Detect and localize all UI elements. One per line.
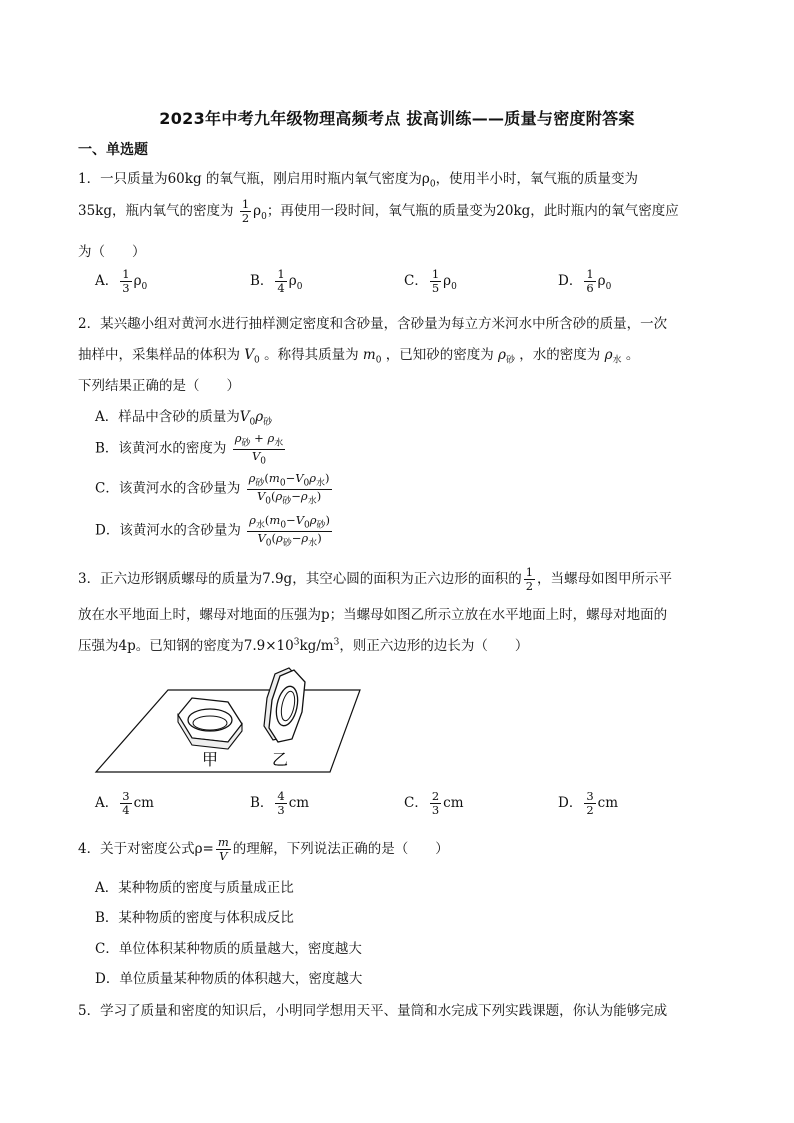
- q2-option-c[interactable]: [95, 472, 334, 506]
- option-text: A．样品中含砂的质量为: [95, 409, 240, 425]
- subscript-water: 水: [274, 438, 284, 449]
- fraction-numerator: 1: [241, 197, 250, 211]
- label-yi: 乙: [271, 750, 289, 769]
- rho-symbol: ρ: [133, 273, 142, 290]
- rho-symbol: ρ: [255, 409, 264, 425]
- option-label: D．: [558, 795, 583, 812]
- q3-line-3: [78, 634, 528, 654]
- option-fraction: [584, 268, 595, 295]
- q4-option-c[interactable]: C．单位体积某种物质的质量越大，密度越大: [95, 941, 362, 957]
- rho-subscript: 0: [261, 211, 267, 222]
- q1-text: ；再使用一段时间，氧气瓶的质量变为20kg，此时瓶内的氧气密度应: [266, 203, 679, 220]
- rho-symbol: ρ: [301, 530, 309, 545]
- rho-symbol: ρ: [248, 471, 256, 485]
- q2-line-1: 2．某兴趣小组对黄河水进行抽样测定密度和含砂量，含砂量为每立方米河水中所含砂的质量，一次: [78, 316, 668, 332]
- fraction-denominator: 3: [277, 803, 285, 818]
- unit: cm: [443, 795, 464, 812]
- section-heading: 一、单选题: [78, 142, 148, 158]
- fraction-denominator: $V_0(\rho_砂-\rho_水)$: [256, 488, 322, 506]
- fraction-numerator: 1: [586, 267, 594, 281]
- rho-subscript: 0: [429, 179, 436, 190]
- subscript-water: 水: [612, 355, 622, 366]
- minus-sign: −: [285, 471, 296, 485]
- subscript-sand: 砂: [241, 438, 251, 449]
- option-label: A．: [95, 795, 119, 812]
- option-label: B．: [250, 273, 274, 290]
- option-fraction: [120, 790, 131, 817]
- q3-option-b[interactable]: [250, 790, 309, 817]
- rho-symbol: ρ: [597, 273, 606, 290]
- option-label: D．: [558, 273, 583, 290]
- q2-text: 。称得其质量为: [264, 347, 359, 363]
- fraction-half: [240, 198, 251, 225]
- fraction-numerator: 3: [122, 789, 130, 803]
- q2-text: ，已知砂的密度为: [385, 347, 494, 363]
- fraction-numerator: 2: [431, 789, 440, 803]
- option-fraction: [430, 268, 441, 295]
- q4-option-d[interactable]: D．单位质量某种物质的体积越大，密度越大: [95, 971, 363, 987]
- subscript-water: 水: [307, 495, 317, 506]
- option-fraction: [120, 268, 131, 295]
- rho-symbol: ρ: [267, 431, 275, 445]
- fraction-numerator: $\rho_砂(m_0-V_0\rho_水)$: [248, 471, 330, 489]
- option-label: A．: [95, 273, 119, 290]
- option-label: B．: [250, 795, 274, 812]
- volume-symbol: V: [256, 488, 266, 503]
- fraction-denominator: $V_0(\rho_砂-\rho_水)$: [257, 530, 322, 548]
- q1-line-3: 为（ ）: [78, 244, 146, 260]
- q3-option-a[interactable]: [95, 790, 154, 817]
- density-formula-fraction: [216, 836, 231, 863]
- q4-option-b[interactable]: B．某种物质的密度与体积成反比: [95, 910, 294, 926]
- q4-text: 的理解，下列说法正确的是（ ）: [232, 841, 449, 858]
- q2-option-d[interactable]: [95, 514, 334, 548]
- subscript: 0: [303, 478, 310, 489]
- q2-text: 抽样中，采集样品的体积为: [78, 347, 240, 363]
- rho-symbol: ρ: [309, 513, 317, 527]
- q2-text: 。: [625, 347, 640, 363]
- subscript-sand: 砂: [316, 520, 326, 531]
- subscript-sand: 砂: [505, 355, 515, 366]
- superscript: 3: [293, 637, 300, 648]
- option-fraction: [430, 790, 441, 817]
- fraction-denominator: [250, 450, 268, 467]
- subscript: 0: [280, 520, 287, 531]
- option-fraction: [247, 472, 332, 506]
- q2-line-2: [78, 343, 639, 366]
- fraction-denominator: 2: [525, 579, 534, 594]
- rho-subscript: 0: [605, 281, 612, 292]
- fraction-numerator: 4: [277, 789, 285, 803]
- fraction-denominator: 5: [431, 281, 440, 296]
- q1-text: 1．一只质量为60kg 的氧气瓶，刚启用时瓶内氧气密度为ρ: [78, 171, 430, 187]
- rho-subscript: 0: [451, 281, 457, 292]
- subscript-sand: 砂: [282, 537, 292, 548]
- superscript: 3: [333, 637, 340, 648]
- minus-sign: −: [291, 530, 302, 545]
- rho-symbol: ρ: [275, 530, 283, 545]
- rho-symbol: ρ: [288, 273, 297, 290]
- option-fraction: [233, 432, 286, 466]
- subscript-sand: 砂: [263, 417, 273, 428]
- rho-symbol: ρ: [309, 471, 317, 485]
- subscript: 0: [254, 355, 260, 366]
- subscript: 0: [304, 520, 310, 531]
- q3-line-1: [78, 566, 672, 593]
- q3-text: ，当螺母如图甲所示平: [537, 571, 673, 588]
- fraction-numerator: 1: [277, 267, 285, 281]
- q3-text: 压强为4p。已知钢的密度为7.9×10: [78, 638, 294, 654]
- q1-option-b[interactable]: [250, 268, 302, 295]
- q1-text: ，使用半小时，氧气瓶的质量变为: [435, 171, 639, 187]
- q4-line-1: [78, 836, 449, 863]
- q4-text: 4．关于对密度公式ρ=: [78, 841, 214, 858]
- fraction-denominator: 2: [241, 211, 250, 226]
- fraction-denominator: 3: [431, 803, 440, 818]
- subscript: 0: [265, 495, 271, 506]
- subscript: 0: [249, 417, 256, 428]
- q1-option-c[interactable]: [404, 268, 457, 295]
- option-text: C．该黄河水的含砂量为: [95, 480, 241, 497]
- fraction-denominator: 4: [277, 281, 285, 296]
- q4-option-a[interactable]: A．某种物质的密度与质量成正比: [95, 880, 294, 896]
- rho-subscript: 0: [296, 281, 303, 292]
- subscript-water: 水: [255, 520, 265, 531]
- option-fraction: [247, 514, 332, 548]
- volume-symbol: V: [251, 448, 261, 463]
- rho-symbol: ρ: [300, 488, 308, 503]
- option-label: C．: [404, 273, 428, 290]
- q2-line-3: 下列结果正确的是（ ）: [78, 378, 240, 394]
- q3-text: kg/m: [299, 638, 334, 654]
- fraction-denominator: 2: [586, 803, 594, 818]
- volume-symbol: V: [244, 347, 255, 363]
- rho-symbol: ρ: [249, 513, 256, 527]
- label-jia: 甲: [201, 750, 219, 769]
- fraction-numerator: 1: [122, 267, 130, 281]
- fraction-numerator: 1: [525, 565, 534, 579]
- page-title: 2023年中考九年级物理高频考点 拔高训练——质量与密度附答案: [159, 109, 635, 128]
- mass-symbol: m: [362, 347, 376, 363]
- q1-option-a[interactable]: [95, 268, 147, 295]
- fraction-denominator: 6: [586, 281, 594, 296]
- volume-symbol: V: [257, 530, 266, 545]
- option-fraction: [275, 790, 286, 817]
- q3-text: ，则正六边形的边长为（ ）: [339, 638, 529, 654]
- subscript: 0: [375, 355, 382, 366]
- q5-line-1: 5．学习了质量和密度的知识后，小明同学想用天平、量筒和水完成下列实践课题，你认为能够完成: [78, 1003, 668, 1019]
- rho-symbol: ρ: [604, 347, 613, 363]
- fraction-numerator: m: [217, 835, 229, 849]
- option-text: B．该黄河水的密度为: [95, 440, 227, 457]
- fraction-denominator: 3: [122, 281, 130, 296]
- rho-symbol: ρ: [275, 488, 283, 503]
- q3-option-c[interactable]: [404, 790, 464, 817]
- subscript-sand: 砂: [282, 495, 292, 506]
- minus-sign: −: [291, 488, 301, 503]
- mass-symbol: m: [268, 471, 280, 485]
- option-fraction: [275, 268, 286, 295]
- standing-nut-illustration: [264, 668, 305, 742]
- subscript: 0: [279, 478, 286, 489]
- fraction-numerator: 1: [431, 267, 440, 281]
- q2-option-b[interactable]: [95, 432, 287, 466]
- volume-symbol: V: [239, 409, 250, 425]
- mass-symbol: m: [269, 513, 281, 527]
- subscript: 0: [265, 537, 272, 548]
- q2-option-a[interactable]: [95, 405, 272, 428]
- rho-symbol: ρ: [498, 347, 506, 363]
- fraction-denominator: 4: [122, 803, 130, 818]
- fraction-numerator: 3: [586, 789, 594, 803]
- subscript-sand: 砂: [255, 478, 265, 489]
- volume-symbol: V: [295, 513, 304, 527]
- option-label: C．: [404, 795, 428, 812]
- volume-symbol: V: [295, 471, 304, 485]
- q1-line-1: [78, 167, 638, 190]
- flat-nut-illustration: [178, 698, 242, 749]
- minus-sign: −: [286, 513, 296, 527]
- q3-text: 3．正六边形钢质螺母的质量为7.9g，其空心圆的面积为正六边形的面积的: [78, 571, 522, 588]
- subscript-water: 水: [308, 537, 318, 548]
- q1-option-d[interactable]: [558, 268, 611, 295]
- q3-line-2: 放在水平地面上时，螺母对地面的压强为p；当螺母如图乙所示立放在水平地面上时，螺母对地面的: [78, 607, 668, 623]
- rho-symbol: ρ: [253, 203, 262, 220]
- nut-figure: [92, 662, 392, 777]
- fraction-numerator: [233, 432, 286, 450]
- unit: cm: [597, 795, 619, 812]
- q2-text: ，水的密度为: [519, 347, 601, 363]
- unit: cm: [288, 795, 310, 812]
- q1-line-2: [78, 198, 679, 225]
- rho-subscript: 0: [141, 281, 148, 292]
- q1-text: 35kg，瓶内氧气的密度为: [78, 203, 234, 220]
- option-fraction: [584, 790, 595, 817]
- subscript-water: 水: [316, 478, 326, 489]
- plus-sign: +: [250, 431, 268, 445]
- q3-option-d[interactable]: [558, 790, 618, 817]
- rho-symbol: ρ: [234, 431, 242, 445]
- rho-symbol: ρ: [443, 273, 452, 290]
- unit: cm: [133, 795, 154, 812]
- fraction-denominator: V: [219, 849, 228, 864]
- fraction-numerator: $\rho_水(m_0-V_0\rho_砂)$: [249, 513, 331, 531]
- option-text: D．该黄河水的含砂量为: [95, 522, 241, 539]
- subscript: 0: [260, 455, 266, 466]
- fraction-half: [524, 566, 535, 593]
